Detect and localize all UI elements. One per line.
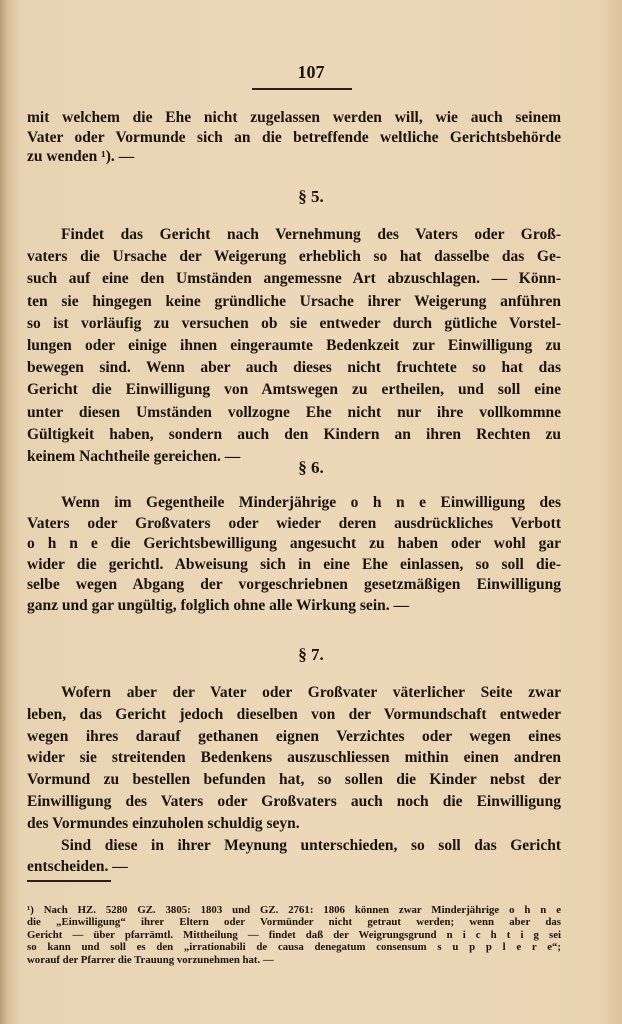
section-7-paragraph (27, 682, 561, 878)
text-line: worauf der Pfarrer die Trauung vorzunehmen hat. — (27, 953, 274, 966)
text-line: so kann und soll es den „irrationabili de causa denegatum consensum s u p p l e r e“; (27, 941, 561, 954)
text-line: Gericht die Einwilligung von Amtswegen zu ertheilen, und soll eine (27, 381, 561, 399)
text-line: Vormund zu bestellen befunden hat, so sollen die Kinder nebst der (27, 771, 561, 789)
footnote-rule (27, 880, 111, 882)
page-number: 107 (297, 62, 325, 82)
text-line: ten sie hingegen keine gründliche Ursache ihrer Weigerung anführen (27, 292, 561, 310)
text-line: so ist vorläufig zu versuchen ob sie entweder durch gütliche Vorstel- (27, 314, 561, 332)
text-line: keinem Nachtheile gereichen. — (27, 448, 241, 466)
section-6-heading: § 6. (298, 458, 324, 477)
text-line: zu wenden ¹). — (27, 148, 135, 165)
footnote (27, 904, 561, 966)
text-line: Gericht — über pfarrämtl. Mittheilung — findet daß der Weigrungsgrund n i c h t i g sei (27, 928, 561, 941)
text-line: Wofern aber der Vater oder Großvater väterlicher Seite zwar (61, 684, 561, 701)
text-line: des Vormundes einzuholen schuldig seyn. (27, 814, 300, 832)
text-line: ganz und gar ungültig, folglich ohne alle Wirkung sein. — (27, 596, 409, 614)
text-line: wider die gerichtl. Abweisung sich in eine Ehe einlassen, so soll die- (27, 555, 561, 573)
text-line: Vaters oder Großvaters oder wieder deren ausdrückliches Verbott (27, 514, 561, 532)
text-line: wegen ihres darauf gethanen eignen Verzichtes oder wegen eines (27, 727, 561, 745)
text-line: selbe wegen Abgang der vorgeschriebnen gesetzmäßigen Einwilligung (27, 576, 561, 594)
text-line: mit welchem die Ehe nicht zugelassen werden will, wie auch seinem (27, 109, 561, 126)
text-line: such auf eine den Umständen angemessne Art abzuschlagen. — Könn- (27, 270, 561, 288)
text-line: lungen oder einige ihnen eingeraumte Bedenkzeit zur Einwilligung zu (27, 337, 561, 355)
text-line: leben, das Gericht jedoch dieselben von der Vormundschaft entweder (27, 705, 561, 723)
section-7-heading: § 7. (298, 645, 324, 664)
section-6-paragraph (27, 493, 561, 617)
intro-paragraph (27, 108, 561, 167)
text-line: Wenn im Gegentheile Minderjährige o h n e Einwilligung des (61, 494, 561, 511)
text-line: die „Einwilligung“ ihrer Eltern oder Vormünder nicht getraut werden; wenn aber das (27, 916, 561, 929)
text-line: entscheiden. — (27, 858, 128, 876)
section-5-heading: § 5. (298, 187, 324, 206)
text-line: Sind diese in ihrer Meynung unterschieden, so soll das Gericht (61, 836, 561, 854)
text-line: wider sie streitenden Bedenkens auszuschliessen mithin einen andren (27, 749, 561, 767)
text-line: o h n e die Gerichtsbewilligung angesucht zu haben oder wohl gar (27, 535, 561, 553)
text-line: vaters die Ursache der Weigerung erheblich so hat dasselbe das Ge- (27, 248, 561, 266)
text-line: bewegen sind. Wenn aber auch dieses nicht fruchtete so hat das (27, 359, 561, 377)
section-5-paragraph (27, 224, 561, 468)
text-line: Vater oder Vormunde sich an die betreffende weltliche Gerichtsbehörde (27, 128, 561, 146)
text-line: Einwilligung des Vaters oder Großvaters auch noch die Einwilligung (27, 792, 561, 810)
text-line: ¹) Nach HZ. 5280 GZ. 3805: 1803 und GZ. 2761: 1806 können zwar Minderjährige o h n e (27, 904, 561, 916)
text-line: unter diesen Umständen vollzogne Ehe nicht nur ihre vollkommne (27, 403, 561, 421)
text-line: Findet das Gericht nach Vernehmung des Vaters oder Groß- (61, 226, 561, 243)
page-number-rule (252, 88, 352, 90)
text-line: Gültigkeit haben, sondern auch den Kindern an ihren Rechten zu (27, 425, 561, 443)
